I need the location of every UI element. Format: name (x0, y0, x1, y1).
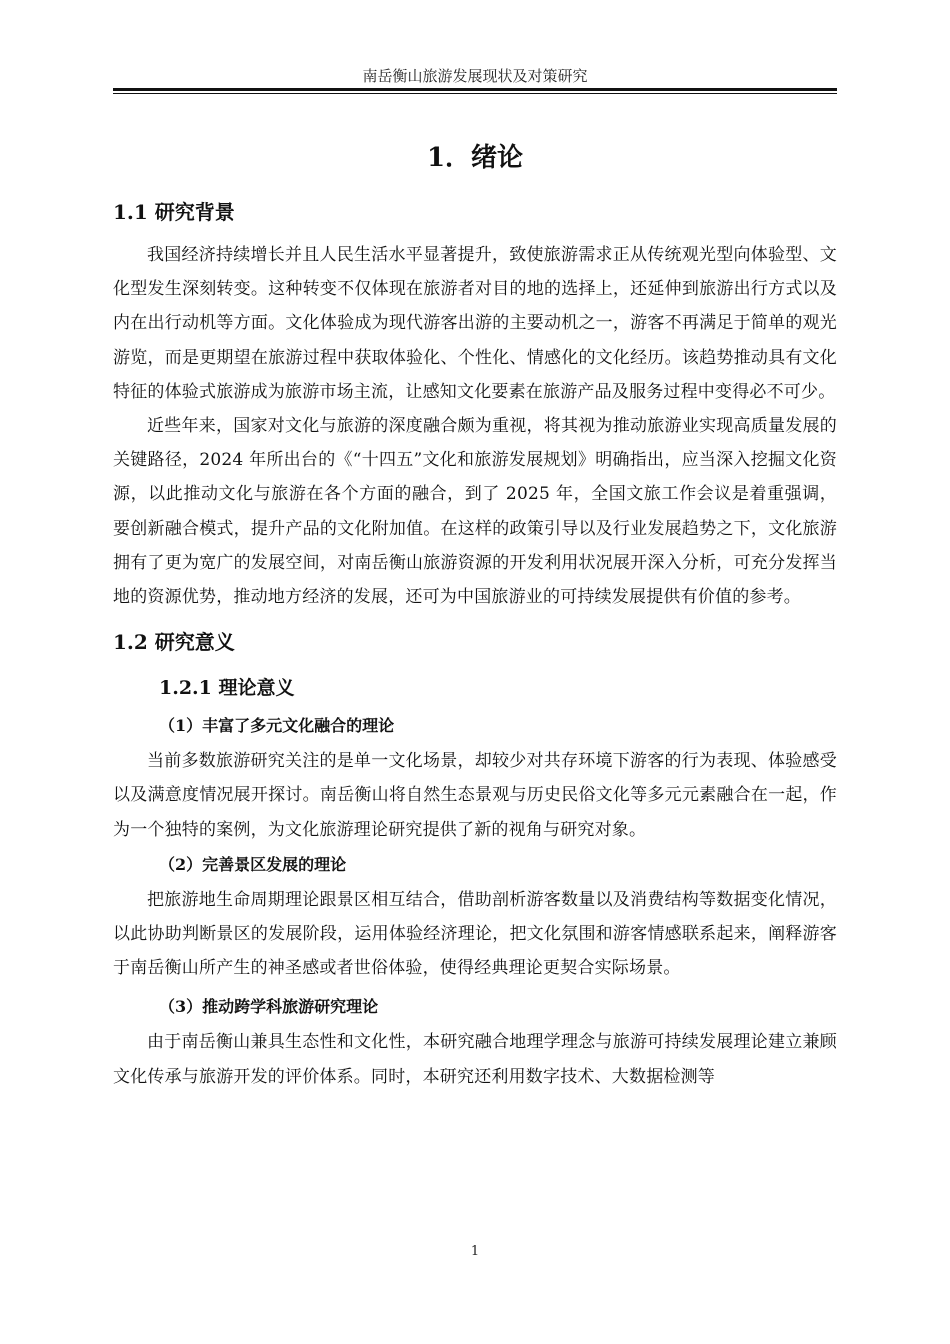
page-content (113, 136, 837, 1094)
paragraph-background-2: 近些年来，国家对文化与旅游的深度融合颇为重视，将其视为推动旅游业实现高质量发展的关键路径，2024 年所出台的《“十四五”文化和旅游发展规划》明确指出，应当深入挖掘文化资源，以此推动文化与旅游在各个方面的融合，到了 2025 年，全国文旅工作会议是着重强调，要创新融合模式，提升产品的文化附加值。在这样的政策引导以及行业发展趋势之下，文化旅游拥有了更为宽广的发展空间，对南岳衡山旅游资源的开发利用状况展开深入分析，可充分发挥当地的资源优势，推动地方经济的发展，还可为中国旅游业的可持续发展提供有价值的参考。 (113, 416, 837, 608)
paragraph-item-1: 当前多数旅游研究关注的是单一文化场景，却较少对共存环境下游客的行为表现、体验感受以及满意度情况展开探讨。南岳衡山将自然生态景观与历史民俗文化等多元元素融合在一起，作为一个独特的案例，为文化旅游理论研究提供了新的视角与研究对象。 (113, 751, 837, 840)
chapter-title: 1．绪论 (426, 143, 524, 173)
subsection-heading-1-2-1: 1.2.1 理论意义 (159, 677, 295, 700)
header-rule-thin (113, 93, 837, 94)
item-heading-2: （2）完善景区发展的理论 (159, 854, 347, 874)
section-heading-1-1: 1.1 研究背景 (113, 200, 235, 224)
running-header-title: 南岳衡山旅游发展现状及对策研究 (362, 67, 588, 85)
paragraph-item-3: 由于南岳衡山兼具生态性和文化性，本研究融合地理学理念与旅游可持续发展理论建立兼顾文化传承与旅游开发的评价体系。同时，本研究还利用数字技术、大数据检测等 (113, 1032, 837, 1087)
paragraph-background-1: 我国经济持续增长并且人民生活水平显著提升，致使旅游需求正从传统观光型向体验型、文化型发生深刻转变。这种转变不仅体现在旅游者对目的地的选择上，还延伸到旅游出行方式以及内在出行动机等方面。文化体验成为现代游客出游的主要动机之一，游客不再满足于简单的观光游览，而是更期望在旅游过程中获取体验化、个性化、情感化的文化经历。该趋势推动具有文化特征的体验式旅游成为旅游市场主流，让感知文化要素在旅游产品及服务过程中变得必不可少。 (113, 245, 837, 402)
paragraph-item-2: 把旅游地生命周期理论跟景区相互结合，借助剖析游客数量以及消费结构等数据变化情况，以此协助判断景区的发展阶段，运用体验经济理论，把文化氛围和游客情感联系起来，阐释游客于南岳衡山所产生的神圣感或者世俗体验，使得经典理论更契合实际场景。 (113, 889, 837, 979)
header-rule-thick (113, 88, 837, 91)
page-number: 1 (470, 1244, 480, 1259)
section-heading-1-2: 1.2 研究意义 (113, 630, 235, 655)
item-heading-1: （1）丰富了多元文化融合的理论 (159, 716, 395, 736)
item-heading-3: （3）推动跨学科旅游研究理论 (159, 997, 379, 1017)
